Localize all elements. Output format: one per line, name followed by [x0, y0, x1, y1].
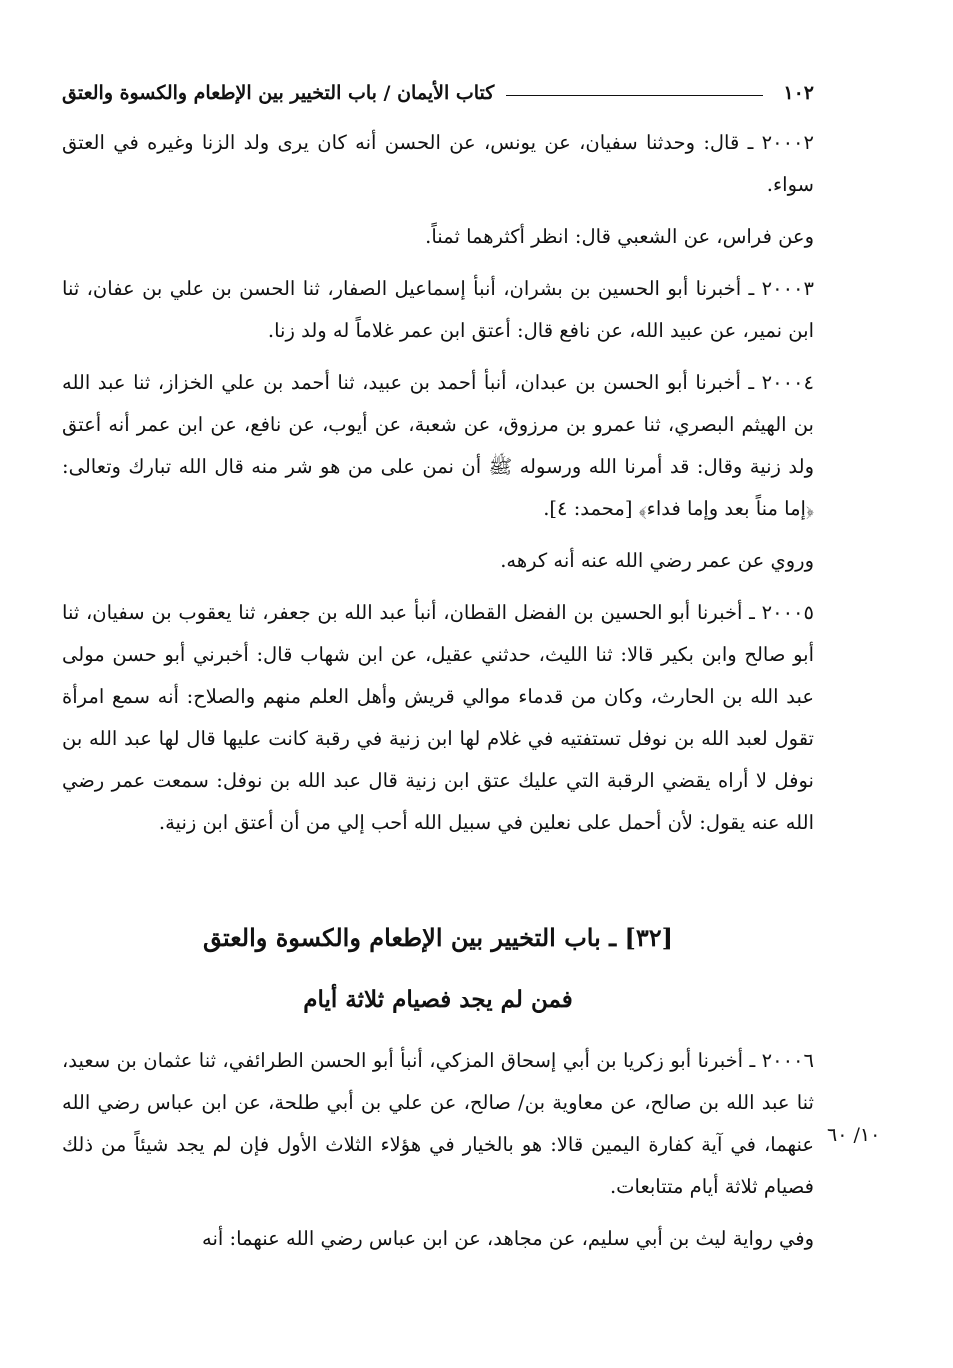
narration-firas: وعن فراس، عن الشعبي قال: انظر أكثرهما ثمناً.: [425, 225, 814, 248]
header-rule: [506, 95, 763, 96]
page-header: [62, 76, 814, 110]
chapter-title: [٣٢] ـ باب التخيير بين الإطعام والكسوة والعتق: [202, 923, 674, 952]
chapter-subtitle: فمن لم يجد فصيام ثلاثة أيام: [303, 986, 573, 1013]
body-text: [62, 122, 814, 1270]
running-title: كتاب الأيمان / باب التخيير بين الإطعام والكسوة والعتق: [62, 82, 495, 104]
page-number: ١٠٢: [783, 82, 814, 104]
hadith-20003: ٢٠٠٠٣ ـ أخبرنا أبو الحسين بن بشران، أنبأ إسماعيل الصفار، ثنا الحسن بن علي بن عفان، ثنا ابن نمير، عن عبيد الله، عن نافع قال: أعتق ابن عمر غلاماً له ولد زنا.: [62, 277, 814, 342]
narration-umar: وروي عن عمر رضي الله عنه أنه كرهه.: [500, 549, 814, 572]
hadith-20002: ٢٠٠٠٢ ـ قال: وحدثنا سفيان، عن يونس، عن الحسن أنه كان يرى ولد الزنا وغيره في العتق سواء.: [62, 131, 814, 196]
hadith-20004: ٢٠٠٠٤ ـ أخبرنا أبو الحسن بن عبدان، أنبأ أحمد بن عبيد، ثنا أحمد بن علي الخزاز، ثنا عبد الله بن الهيثم البصري، ثنا عمرو بن مرزوق، عن شعبة، عن أيوب، عن نافع، عن ابن عمر أنه أعتق ولد زنية وقال: قد أمرنا الله ورسوله ﷺ أن نمن على من هو شر منه قال الله تبارك وتعالى: ﴿إما مناً بعد وإما فداء﴾ [محمد: ٤].: [62, 371, 814, 520]
margin-reference: ١٠/ ٦٠: [827, 1124, 881, 1146]
chapter-heading: [62, 916, 814, 1022]
hadith-20006: ٢٠٠٠٦ ـ أخبرنا أبو زكريا بن أبي إسحاق المزكي، أنبأ أبو الحسن الطرائفي، ثنا عثمان بن سعيد، ثنا عبد الله بن صالح، عن معاوية بن/ صالح، عن علي بن أبي طلحة، عن ابن عباس رضي الله عنهما، في آية كفارة اليمين قالا: هو بالخيار في هؤلاء الثلاث الأول فإن لم يجد شيئاً من ذلك فصيام ثلاثة أيام متتابعات.: [62, 1049, 814, 1198]
hadith-20005: ٢٠٠٠٥ ـ أخبرنا أبو الحسين بن الفضل القطان، أنبأ عبد الله بن جعفر، ثنا يعقوب بن سفيان، ثنا أبو صالح وابن بكير قالا: ثنا الليث، حدثني عقيل، عن ابن شهاب قال: أخبرني أبو حسن مولى عبد الله بن الحارث، وكان من قدماء موالي قريش وأهل العلم منهم والصلاح: أنه سمع امرأة تقول لعبد الله بن نوفل تستفتيه في غلام لها ابن زنية في رقبة كانت عليها قال لها عبد الله بن نوفل لا أراه يقضي الرقبة التي عليك عتق ابن زنية قال عبد الله بن نوفل: سمعت عمر رضي الله عنه يقول: لأن أحمل على نعلين في سبيل الله أحب إلي من أن أعتق ابن زنية.: [62, 601, 814, 834]
narration-layth: وفي رواية ليث بن أبي سليم، عن مجاهد، عن ابن عباس رضي الله عنهما: أنه: [202, 1227, 814, 1250]
